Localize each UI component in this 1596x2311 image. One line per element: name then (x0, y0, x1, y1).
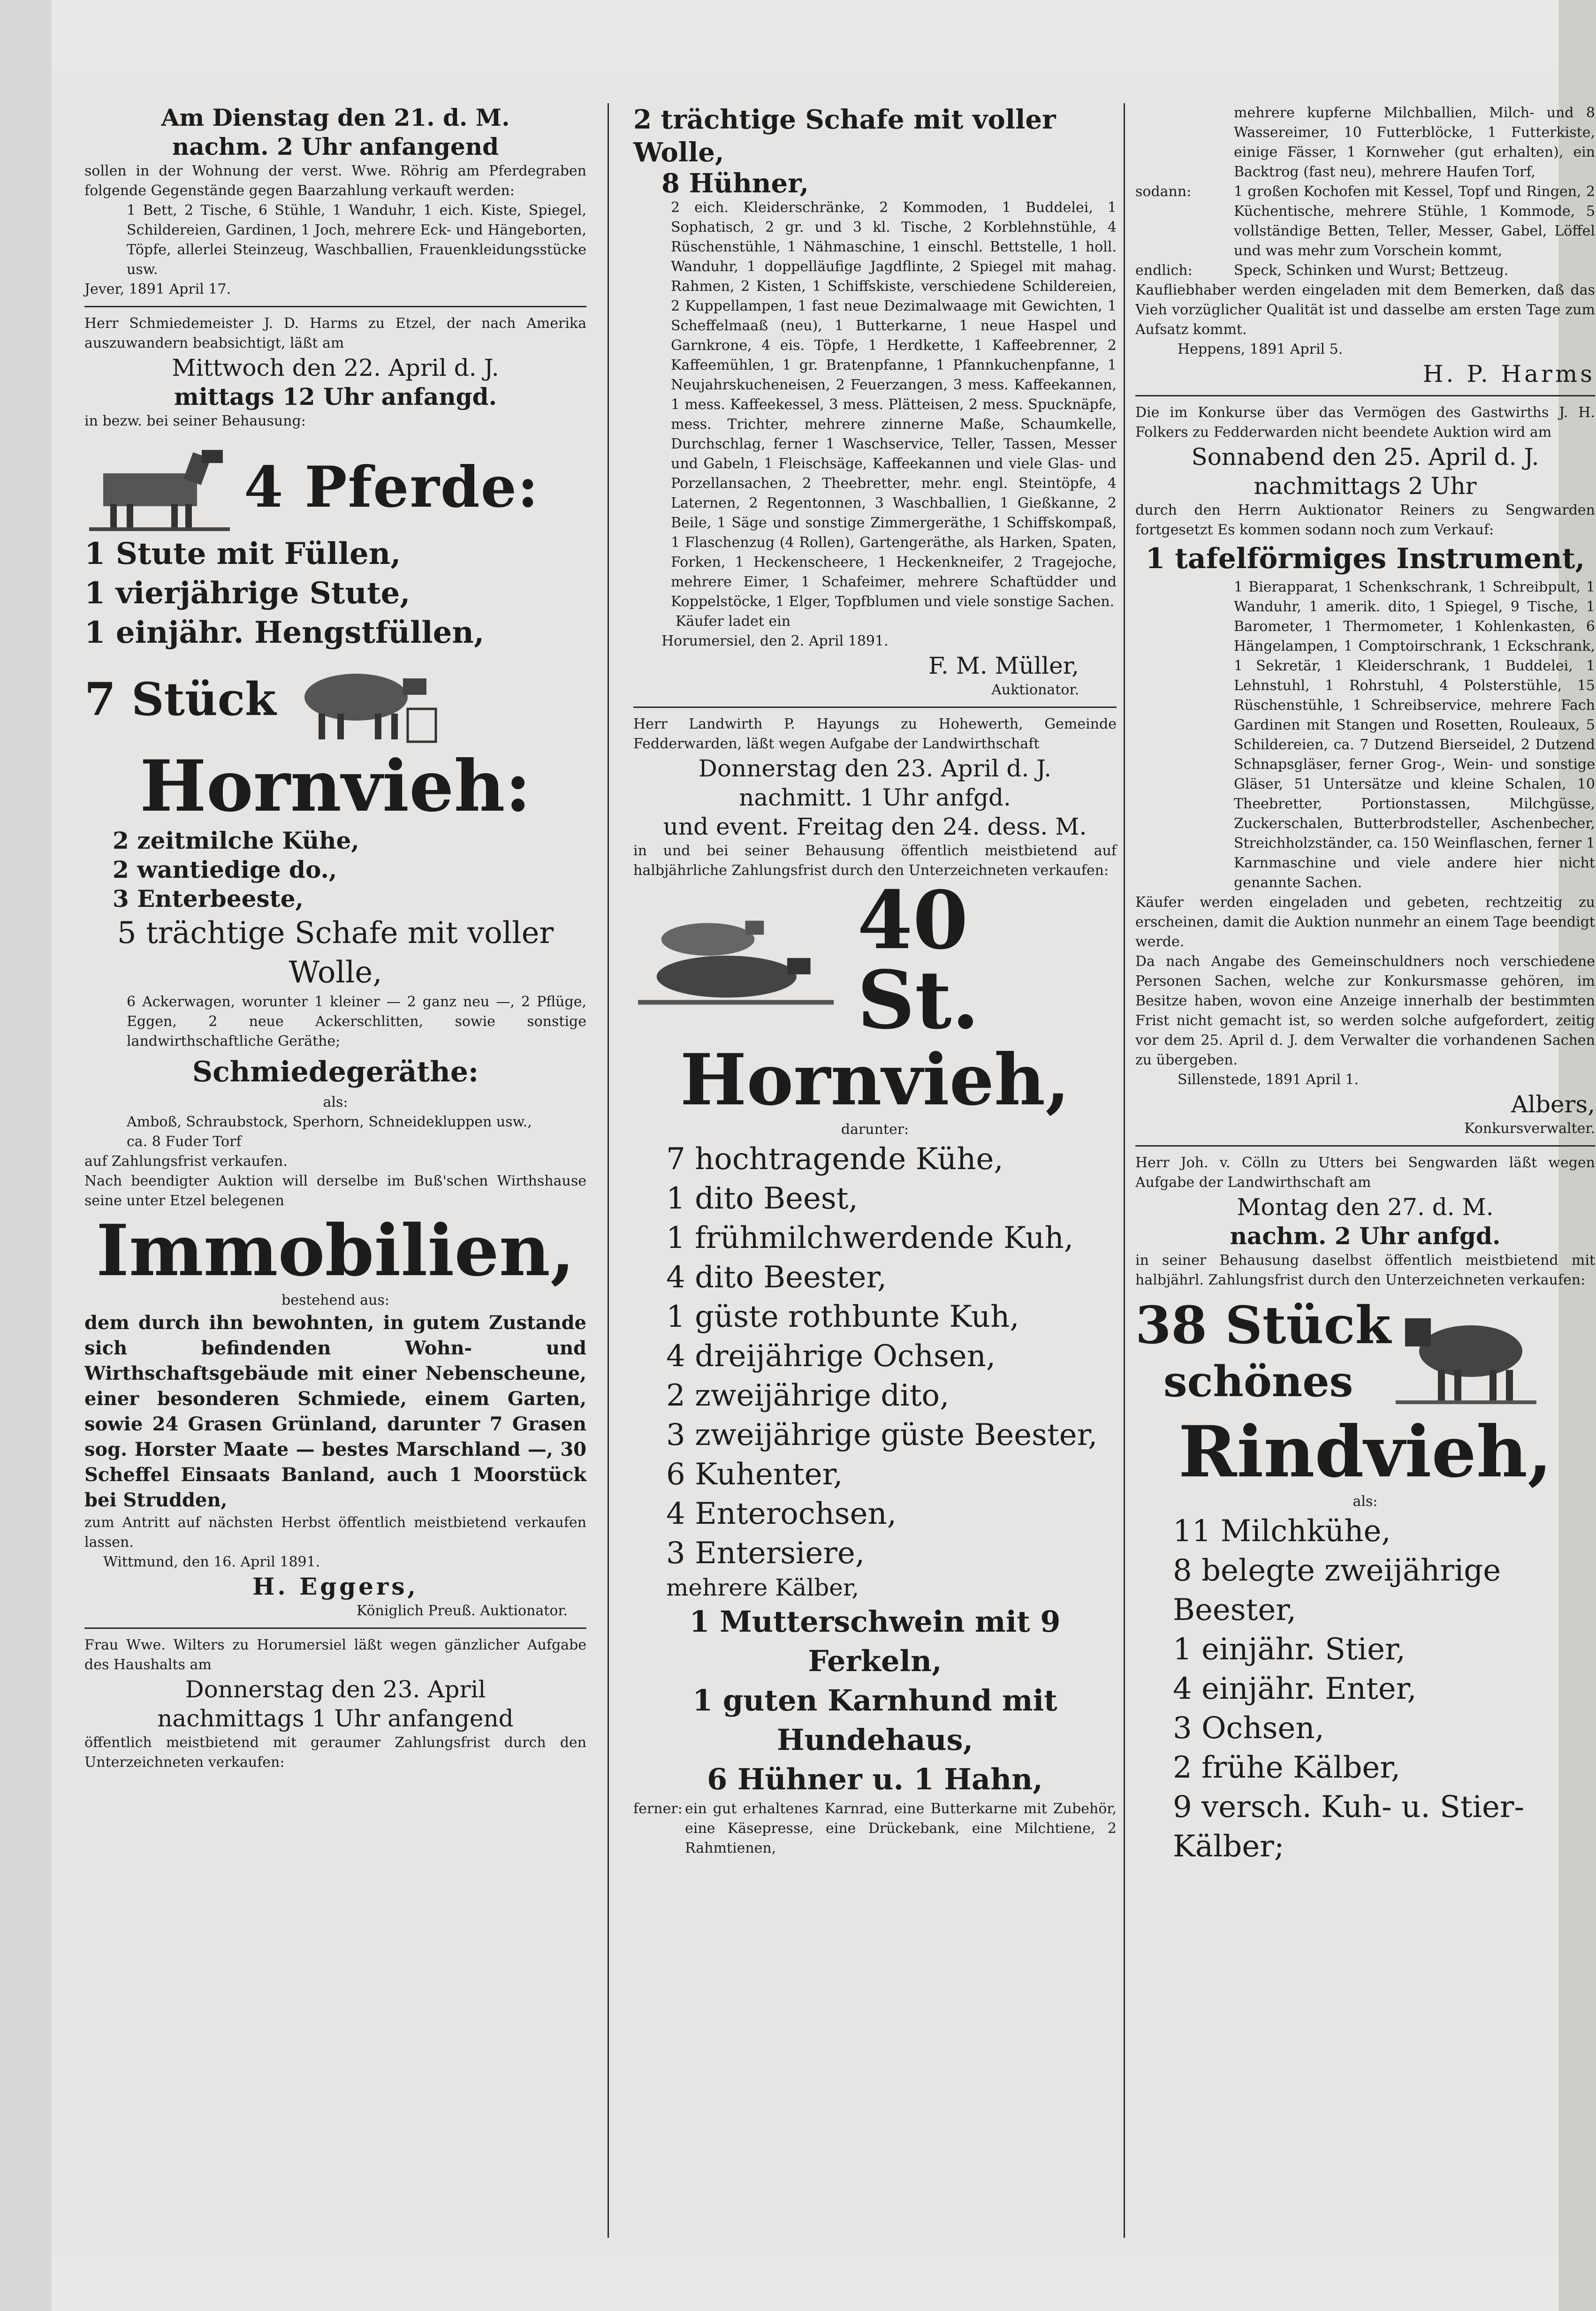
ad-text: sollen in der Wohnung der verst. Wwe. Röhrig am Pferdegraben folgende Gegenstände gegen Baarzahlung verkauft werden: (84, 163, 586, 199)
ad-text: auf Zahlungsfrist verkaufen. (84, 1153, 288, 1170)
chicken-line: 6 Hühner u. 1 Hahn, (707, 1762, 1043, 1796)
count-label: 7 Stück (84, 673, 276, 726)
signature-title: Konkursverwalter. (1464, 1120, 1595, 1137)
section-title: Schmiedegeräthe: (192, 1056, 479, 1088)
immobilien-title: Immobilien, (96, 1209, 575, 1292)
list-item: 1 Stute mit Füllen, (84, 536, 401, 571)
cattle-block (633, 874, 1117, 1047)
list-item: 11 Milchkühe, (1173, 1514, 1391, 1549)
ad-intro: Herr Schmiedemeister J. D. Harms zu Etzel, der nach Amerika auszuwandern beabsichtigt, läßt am (84, 315, 586, 351)
signature: F. M. Müller, (928, 652, 1079, 679)
column-2 (633, 33, 1117, 1858)
dog-line: 1 guten Karnhund mit Hundehaus, (692, 1683, 1057, 1757)
ad-heading: Sonnabend den 25. April d. J. (1191, 443, 1539, 471)
list-item: 4 dito Beester, (666, 1260, 887, 1295)
sheep-line: 5 trächtige Schafe mit voller Wolle, (117, 916, 554, 990)
column-rule (608, 103, 609, 2238)
ad-text: 1 großen Kochofen mit Kessel, Topf und Ringen, 2 Küchentische, mehrere Stühle, 1 Kommode, 5 vollständige Betten, Teller, Messer, Gabel, Löffel und was mehr zum Vorschein kommt, (1234, 183, 1595, 259)
ad-heading: Donnerstag den 23. April d. J. (698, 755, 1052, 782)
signature: H. P. Harms (1422, 360, 1595, 388)
ad-intro: Herr Landwirth P. Hayungs zu Hohewerth, Gemeinde Fedderwarden, läßt wegen Aufgabe der Landwirthschaft (633, 716, 1117, 752)
scan-edge-left (0, 0, 52, 2311)
endlich-block (1135, 261, 1595, 281)
ad-text: ein gut erhaltenes Karnrad, eine Butterkarne mit Zubehör, eine Käsepresse, eine Drückebank, eine Milchtiene, 2 Rahmtienen, (685, 1801, 1117, 1856)
list-item: 4 dreijährige Ochsen, (666, 1339, 996, 1374)
list-item: 8 belegte zweijährige Beester, (1173, 1553, 1501, 1627)
list-item: 3 zweijährige güste Beester, (666, 1418, 1098, 1452)
ad-text: darunter: (841, 1121, 909, 1138)
ad-items: 1 Bierapparat, 1 Schenkschrank, 1 Schreibpult, 1 Wanduhr, 1 amerik. dito, 1 Spiegel, 9 Tische, 1 Barometer, 1 Thermometer, 1 Kohlenkasten, 6 Hängelampen, 1 Comptoirschrank, 1 Eckschrank, 1 Sekretär, 1 Kleiderschrank, 1 Buddelei, 1 Lehnstuhl, 1 Rohrstuhl, 4 Polsterstühle, 15 Rüschenstühle, 1 Schreibservice, mehrere Fach Gardinen mit Stangen und Rosetten, Rouleaux, 5 Schildereien, ca. 7 Dutzend Bierseidel, 2 Dutzend Schnapsgläser, ferner Grog-, Wein- und sonstige Gläser, 51 Untersätze und kleine Schalen, 10 Theebretter, Portionstassen, Milchgüsse, Zuckerschalen, Butterbrodsteller, Aschenbecher, Streichholzständer, ca. 150 Weinflaschen, ferner 1 Karnmaschine und viele andere hier nicht genannte Sachen. (1234, 579, 1595, 891)
pig-line: 1 Mutterschwein mit 9 Ferkeln, (689, 1604, 1061, 1678)
ad-heading: Donnerstag den 23. April (185, 1676, 486, 1703)
list-item: 2 frühe Kälber, (1173, 1750, 1401, 1785)
rindvieh-title: Rindvieh, (1178, 1411, 1552, 1493)
list-item: 1 dito Beest, (666, 1181, 858, 1216)
ad-heading: Montag den 27. d. M. (1237, 1194, 1494, 1221)
sodann-label: sodann: (1135, 183, 1192, 200)
cattle-list (84, 826, 586, 913)
list-item: 1 einjähr. Stier, (1173, 1632, 1406, 1667)
ad-coelln (1135, 1153, 1595, 1866)
divider (633, 707, 1117, 708)
list-item: 2 zweijährige dito, (666, 1378, 950, 1413)
ad-text: ca. 8 Fuder Torf (127, 1133, 242, 1150)
list-item: 1 vierjährige Stute, (84, 576, 410, 611)
divider (84, 306, 586, 307)
ad-date: Wittmund, den 16. April 1891. (103, 1554, 320, 1570)
list-item: 9 versch. Kuh- u. Stier-Kälber; (1173, 1790, 1525, 1864)
ad-text: als: (1353, 1493, 1378, 1510)
ad-date: Sillenstede, 1891 April 1. (1178, 1072, 1359, 1088)
ad-text: Käufer werden eingeladen und gebeten, rechtzeitig zu erscheinen, damit die Auktion nunmehr an einem Tage beendigt werde. (1135, 894, 1595, 950)
ferner-block (633, 1799, 1117, 1858)
ad-text: Käufer ladet ein (676, 613, 791, 630)
ad-heading: Mittwoch den 22. April d. J. (172, 354, 499, 381)
divider (1135, 1145, 1595, 1147)
ad-text: zum Antritt auf nächsten Herbst öffentlich meistbietend verkaufen lassen. (84, 1514, 586, 1551)
ad-folkers (1135, 403, 1595, 1139)
hornvieh-title: Hornvieh, (680, 1039, 1070, 1121)
count-label: 40 St. (857, 874, 980, 1047)
ad-date: Heppens, 1891 April 5. (1178, 341, 1343, 357)
cow-illustration (290, 653, 441, 746)
ad-intro: Frau Wwe. Wilters zu Horumersiel läßt wegen gänzlicher Aufgabe des Haushalts am (84, 1637, 586, 1673)
ad-text: 6 Ackerwagen, worunter 1 kleiner — 2 ganz neu —, 2 Pflüge, Eggen, 2 neue Ackerschlitten, sowie sonstige landwirthschaftliche Geräthe; (127, 994, 586, 1049)
ad-heading: 2 trächtige Schafe mit voller Wolle, (633, 104, 1056, 168)
column-rule (1124, 103, 1125, 2238)
hornvieh-title: Hornvieh: (140, 745, 531, 828)
ad-text: Amboß, Schraubstock, Sperhorn, Schneidekluppen usw., (127, 1114, 532, 1130)
sodann-block (1135, 182, 1595, 261)
ad-heading: 8 Hühner, (661, 168, 809, 199)
count-wrap (1135, 1295, 1391, 1407)
divider (84, 1627, 586, 1629)
signature: Albers, (1511, 1091, 1595, 1118)
property-description: dem durch ihn bewohnten, in gutem Zustande sich befindenden Wohn- und Wirthschaftsgebäude mit einer Nebenscheune, einer besonderen Schmiede, einem Garten, sowie 24 Grasen Grünland, darunter 7 Grasen sog. Horster Maate — bestes Marschland —, 30 Scheffel Einsaats Banland, auch 1 Moorstück bei Strudden, (84, 1312, 586, 1511)
ad-wilters (84, 1635, 586, 1772)
ad-text: als: (323, 1094, 348, 1110)
list-item: 3 Entersiere, (666, 1536, 865, 1571)
ad-subheading: nachmittags 2 Uhr (1254, 472, 1477, 500)
cattle-list (633, 1140, 1117, 1602)
ad-subheading: und event. Freitag den 24. dess. M. (663, 813, 1087, 840)
ad-text: Nach beendigter Auktion will derselbe im Buß'schen Wirthshause seine unter Etzel belegenen (84, 1173, 586, 1209)
ad-intro: Die im Konkurse über das Vermögen des Gastwirths J. H. Folkers zu Fedderwarden nicht beendete Auktion wird am (1135, 404, 1595, 441)
ad-text: Speck, Schinken und Wurst; Bettzeug. (1234, 262, 1509, 279)
ad-heading: Am Dienstag den 21. d. M. (161, 104, 510, 131)
cow-illustration (1396, 1290, 1536, 1412)
list-item: 1 güste rothbunte Kuh, (666, 1300, 1019, 1334)
cattle-list (1135, 1512, 1595, 1866)
ad-items: 2 eich. Kleiderschränke, 2 Kommoden, 1 Buddelei, 1 Sophatisch, 2 gr. und 3 kl. Tische, 2 Korblehnstühle, 4 Rüschenstühle, 1 Nähmaschine, 1 einschl. Bettstelle, 1 holl. Wanduhr, 1 doppelläufige Jagdflinte, 2 Spiegel mit mahag. Rahmen, 2 Kisten, 1 Schiffskiste, verschiedene Schildereien, 2 Kuppellampen, 1 fast neue Dezimalwaage mit Gewichten, 1 Scheffelmaaß (neu), 1 Butterkarne, 1 neue Haspel und Garnkrone, 4 eis. Töpfe, 1 Herdkette, 1 Kaffeebrenner, 2 Kaffeemühlen, 1 gr. Bratenpfanne, 1 Pfannkuchenpfanne, 1 Neujahrskucheneisen, 2 Feuerzangen, 3 mess. Kaffeekannen, 1 mess. Kaffeekessel, 3 mess. Plätteisen, 2 mess. Spucknäpfe, mess. Trichter, mehrere zinnerne Maße, Schaumkelle, Durchschlag, ferner 1 Waschservice, Teller, Tassen, Messer und Gabeln, 1 Fleischsäge, Kaffeekannen und viele Glas- und Porzellansachen, 2 Theebretter, mehr. engl. Steintöpfe, 4 Laternen, 2 Regentonnen, 3 Waschballien, 1 Gießkanne, 2 Beile, 1 Säge und sonstige Zimmergeräthe, 1 Schiffskompaß, 1 Flaschenzug (4 Rollen), Gartengeräthe, als Harken, Spaten, Forken, 1 Heckenscheere, 1 Heckenkneifer, 2 Tragejoche, mehrere Eimer, 1 Schafeimer, mehrere Schaftüdder und Koppelstöcke, 1 Elger, Topfblumen und viele sonstige Sachen. (671, 199, 1117, 610)
ad-text: Da nach Angabe des Gemeinschuldners noch verschiedene Personen Sachen, welche zur Konkursmasse gehören, im Besitze haben, wovon eine Anzeige innerhalb der bestimmten Frist nicht gemacht ist, so werden solche aufgefordert, zeitig vor dem 25. April d. J. dem Verwalter die vorhandenen Sachen zu übergeben. (1135, 953, 1595, 1068)
cows-illustration (633, 906, 838, 1014)
horse-illustration (84, 441, 235, 534)
column-1 (84, 33, 586, 1772)
ad-subheading: mittags 12 Uhr anfangd. (174, 383, 497, 411)
ad-text: durch den Herrn Auktionator Reiners zu Sengwarden fortgesetzt Es kommen sodann noch zum Verkauf: (1135, 502, 1595, 538)
ad-date: Jever, 1891 April 17. (84, 281, 231, 297)
horses-title: 4 Pferde: (244, 454, 540, 520)
ad-text: in bezw. bei seiner Behausung: (84, 413, 306, 429)
column-3 (1135, 33, 1595, 1866)
horse-block (84, 441, 586, 534)
list-item: 2 zeitmilche Kühe, (113, 827, 359, 854)
ad-intro: Herr Joh. v. Cölln zu Utters bei Sengwarden läßt wegen Aufgabe der Landwirthschaft am (1135, 1155, 1595, 1191)
ad-text: öffentlich meistbietend mit geraumer Zahlungsfrist durch den Unterzeichneten verkaufen: (84, 1734, 586, 1771)
ad-items: 1 Bett, 2 Tische, 6 Stühle, 1 Wanduhr, 1 eich. Kiste, Spiegel, Schildereien, Gardinen, 1 Joch, mehrere Eck- und Hängeborten, Töpfe, allerlei Steinzeug, Waschballien, Frauenkleidungsstücke usw. (127, 202, 586, 278)
ad-date: Horumersiel, den 2. April 1891. (661, 633, 889, 649)
list-item: 1 frühmilchwerdende Kuh, (666, 1221, 1074, 1255)
ad-wilters-cont (633, 103, 1117, 700)
list-item: 3 Enterbeeste, (113, 885, 304, 912)
ad-harms (84, 314, 586, 1621)
ad-text: in seiner Behausung daselbst öffentlich meistbietend mit halbjährl. Zahlungsfrist durch den Unterzeichneten verkaufen: (1135, 1252, 1595, 1288)
cattle-block (1135, 1290, 1595, 1412)
list-item: 1 einjähr. Hengstfüllen, (84, 615, 485, 650)
ad-subheading: nachmitt. 1 Uhr anfgd. (739, 784, 1011, 811)
ad-subheading: nachm. 2 Uhr anfangend (172, 133, 499, 160)
signature-title: Königlich Preuß. Auktionator. (356, 1603, 568, 1619)
list-item: 2 wantiedige do., (113, 856, 337, 883)
ad-hayungs (633, 715, 1117, 1858)
count-label: 38 Stück (1135, 1295, 1391, 1355)
ad-items: mehrere kupferne Milchballien, Milch- und 8 Wassereimer, 10 Futterblöcke, 1 Futterkiste, einige Fässer, 1 Kornweher (gut erhalten), ein Backtrog (fast neu), mehrere Haufen Torf, (1234, 105, 1595, 180)
list-item: 7 hochtragende Kühe, (666, 1142, 1003, 1177)
ad-subheading: nachm. 2 Uhr anfgd. (1230, 1222, 1501, 1250)
ad-text: in und bei seiner Behausung öffentlich meistbietend auf halbjährliche Zahlungsfrist durch den Unterzeichneten verkaufen: (633, 843, 1117, 879)
ad-harms-heppens (1135, 103, 1595, 388)
list-item: mehrere Kälber, (666, 1574, 859, 1601)
signature-title: Auktionator. (991, 682, 1079, 698)
list-item: 6 Kuhenter, (666, 1457, 843, 1492)
list-item: 4 Enterochsen, (666, 1497, 897, 1531)
endlich-label: endlich: (1135, 262, 1193, 279)
list-item: 4 einjähr. Enter, (1173, 1672, 1417, 1706)
cattle-block (84, 653, 586, 746)
ad-roehrig (84, 103, 586, 299)
horses-list (84, 534, 586, 653)
ad-subheading: nachmittags 1 Uhr anfangend (157, 1705, 514, 1732)
list-item: 3 Ochsen, (1173, 1711, 1324, 1746)
signature: H. Eggers, (252, 1573, 418, 1600)
divider (1135, 395, 1595, 396)
schoenes-label: schönes (1163, 1357, 1353, 1406)
ad-text: bestehend aus: (281, 1292, 389, 1308)
ad-text: Kaufliebhaber werden eingeladen mit dem Bemerken, daß das Vieh vorzüglicher Qualität ist und dasselbe am ersten Tage zum Aufsatz kommt. (1135, 282, 1595, 338)
ferner-label: ferner: (633, 1801, 683, 1817)
instrument-line: 1 tafelförmiges Instrument, (1145, 542, 1585, 575)
